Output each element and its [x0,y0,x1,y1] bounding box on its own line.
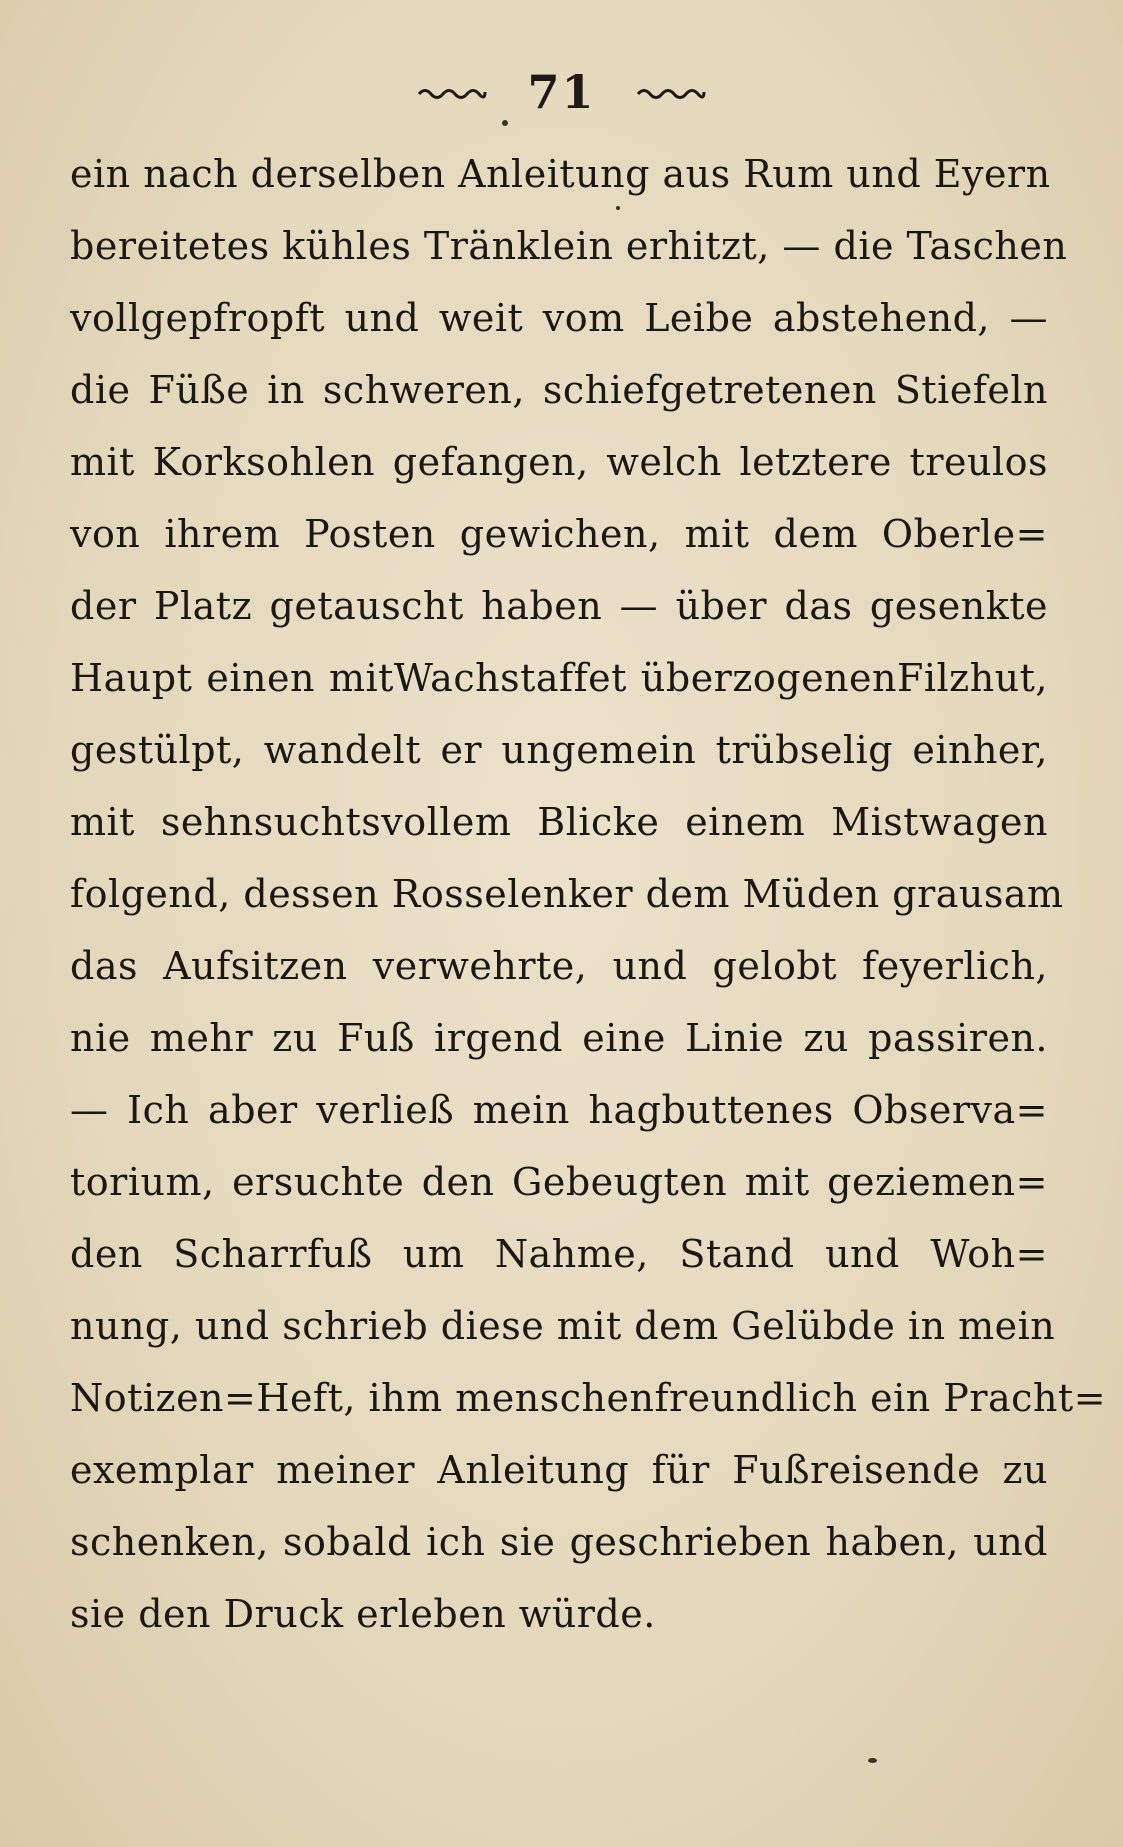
page-header [0,62,1123,122]
text-line: — Ich aber verließ mein hagbuttenes Observa= [70,1088,1048,1132]
text-line: mit Korksohlen gefangen, welch letztere treulos [70,440,1048,484]
text-line: das Aufsitzen verwehrte, und gelobt feyerlich, [70,944,1048,988]
text-line: ein nach derselben Anleitung aus Rum und Eyern [70,152,1051,196]
wavy-rule-ornament-right-icon [636,85,706,99]
paper-speck [868,1758,877,1763]
body-text [70,138,1107,1650]
text-line: die Füße in schweren, schiefgetretenen Stiefeln [70,368,1048,412]
text-line: Notizen=Heft, ihm menschenfreundlich ein Pracht= [70,1376,1107,1420]
paper-speck [616,206,620,210]
text-line: mit sehnsuchtsvollem Blicke einem Mistwagen [70,800,1048,844]
text-line: von ihrem Posten gewichen, mit dem Oberle= [70,512,1048,556]
text-line: vollgepfropft und weit vom Leibe abstehend, — [70,296,1048,340]
text-line: bereitetes kühles Tränklein erhitzt, — die Taschen [70,224,1068,268]
text-line: den Scharrfuß um Nahme, Stand und Woh= [70,1232,1048,1276]
text-line: sie den Druck erleben würde. [70,1592,656,1636]
text-line: Haupt einen mitWachstaffet überzogenenFilzhut, [70,656,1048,700]
page-number: 71 [527,65,596,119]
wavy-rule-ornament-left-icon [417,85,487,99]
text-line: exemplar meiner Anleitung für Fußreisende zu [70,1448,1048,1492]
text-line: folgend, dessen Rosselenker dem Müden grausam [70,872,1064,916]
text-line: schenken, sobald ich sie geschrieben haben, und [70,1520,1048,1564]
text-line: torium, ersuchte den Gebeugten mit geziemen= [70,1160,1048,1204]
text-line: gestülpt, wandelt er ungemein trübselig einher, [70,728,1048,772]
paper-speck [502,120,508,126]
text-line: nung, und schrieb diese mit dem Gelübde in mein [70,1304,1056,1348]
text-line: nie mehr zu Fuß irgend eine Linie zu passiren. [70,1016,1048,1060]
text-line: der Platz getauscht haben — über das gesenkte [70,584,1048,628]
